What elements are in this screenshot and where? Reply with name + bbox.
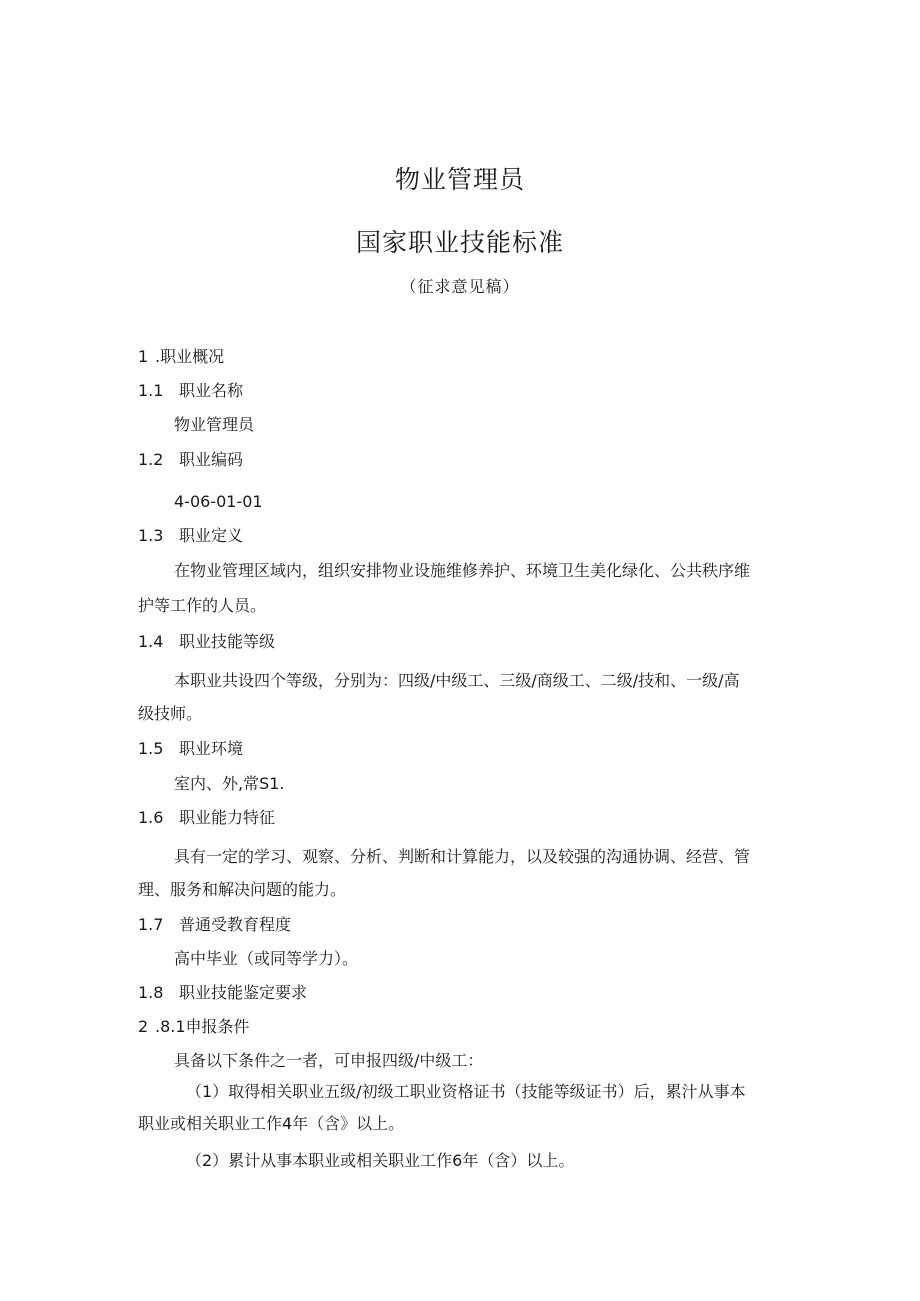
section-heading-1-3 [138, 525, 243, 547]
section-heading-1-5 [138, 738, 243, 760]
document-subtitle: 国家职业技能标准 [355, 228, 564, 257]
section-number: 1.1 [138, 381, 164, 400]
definition-paragraph-line-2: 护等工作的人员。 [138, 596, 267, 615]
occupation-name-value: 物业管理员 [174, 415, 255, 434]
definition-paragraph-line-1: 在物业管理区域内，组织安排物业设施维修养护、环境卫生美化绿化、公共秩序维 [174, 561, 751, 580]
section-label: 职业定义 [179, 526, 244, 545]
occupation-code-value: 4-06-01-01 [174, 492, 263, 511]
requirements-intro: 具备以下条件之一者，可申报四级/中级工： [174, 1051, 484, 1070]
section-heading-1-2 [138, 449, 243, 471]
requirement-item-1-line-2: 职业或相关职业工作4年（含》以上。 [138, 1114, 405, 1133]
section-label: .8.1申报条件 [155, 1017, 250, 1036]
section-label: 职业名称 [179, 381, 244, 400]
section-label: 普通受教育程度 [179, 915, 292, 934]
section-label: 职业编码 [179, 450, 244, 469]
section-number: 1.6 [138, 808, 164, 827]
document-title: 物业管理员 [394, 165, 525, 194]
section-heading-1-7 [138, 914, 291, 936]
levels-paragraph-line-1: 本职业共设四个等级，分别为：四级/中级工、三级/商级工、二级/技和、一级/高 [174, 671, 740, 690]
education-value: 高中毕业（或同等学力）。 [174, 949, 359, 968]
levels-paragraph-line-2: 级技师。 [138, 704, 203, 723]
section-label: 职业能力特征 [179, 808, 276, 827]
section-heading-2 [138, 1016, 250, 1038]
section-label: 职业环境 [179, 739, 244, 758]
section-heading-1 [138, 346, 224, 368]
section-number: 1.7 [138, 915, 164, 934]
ability-paragraph-line-2: 理、服务和解决问题的能力。 [138, 880, 347, 899]
ability-paragraph-line-1: 具有一定的学习、观察、分析、判断和计算能力，以及较强的沟通协调、经营、管 [174, 847, 751, 866]
section-number: 1.5 [138, 739, 164, 758]
draft-note: （征求意见稿） [400, 277, 520, 296]
section-number: 1.3 [138, 526, 164, 545]
section-number: 2 [138, 1017, 149, 1036]
section-number: 1.2 [138, 450, 164, 469]
section-heading-1-6 [138, 807, 275, 829]
section-heading-1-8 [138, 982, 307, 1004]
section-label: 职业技能鉴定要求 [179, 983, 308, 1002]
section-number: 1.8 [138, 983, 164, 1002]
environment-value: 室内、外,常S1. [174, 774, 285, 793]
section-label: 职业技能等级 [179, 632, 276, 651]
section-number: 1 [138, 347, 149, 366]
section-heading-1-4 [138, 631, 275, 653]
requirement-item-2: （2）累计从事本职业或相关职业工作6年（含）以上。 [186, 1151, 575, 1170]
requirement-item-1-line-1: （1）取得相关职业五级/初级工职业资格证书（技能等级证书）后，累汁从事本 [186, 1082, 746, 1101]
section-number: 1.4 [138, 632, 164, 651]
section-heading-1-1 [138, 380, 243, 402]
section-label: .职业概况 [155, 347, 225, 366]
